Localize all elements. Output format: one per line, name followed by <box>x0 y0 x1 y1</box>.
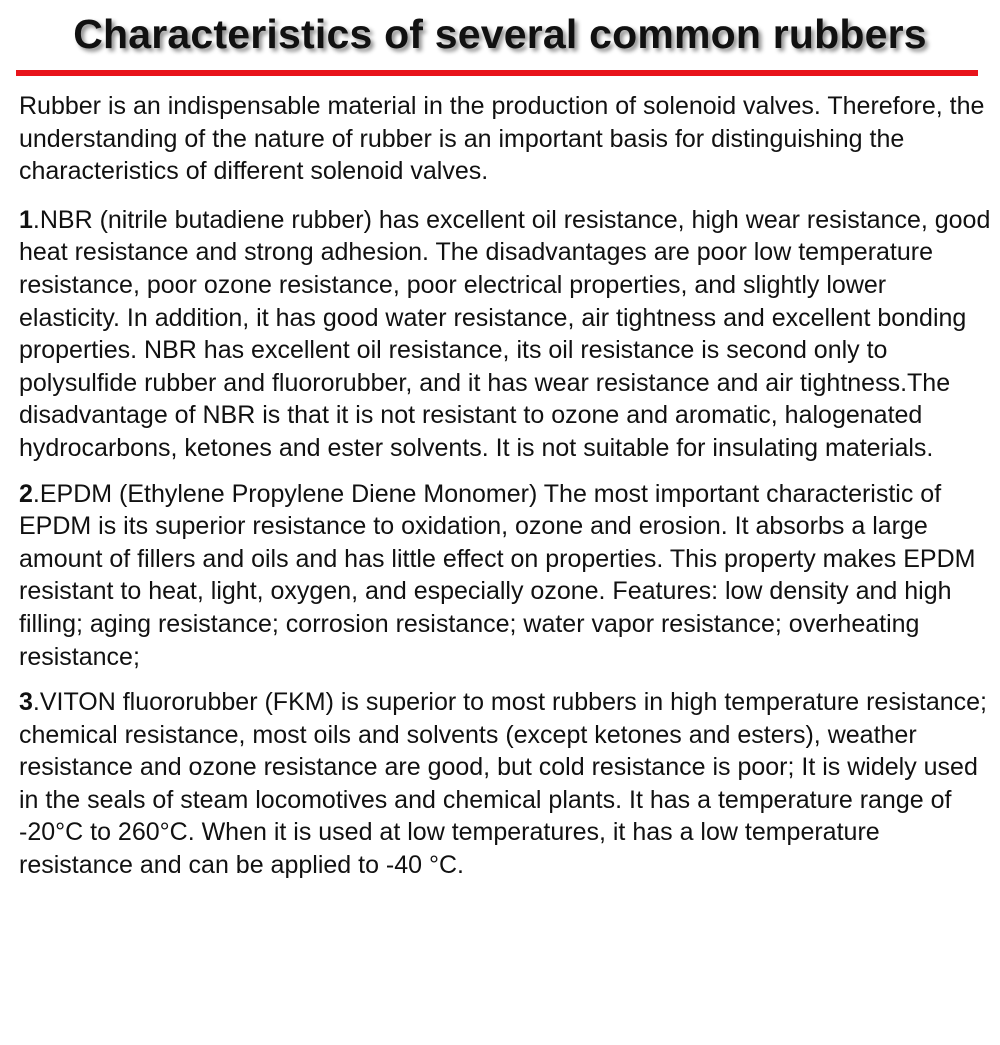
section-number: 3 <box>19 688 33 717</box>
section-epdm-paragraph <box>19 478 991 674</box>
title-underline-divider <box>16 70 978 76</box>
section-number: 2 <box>19 479 33 508</box>
section-text: .EPDM (Ethylene Propylene Diene Monomer) The most important characteristic of EPDM is its superior resistance to oxidation, ozone and erosion. It absorbs a large amount of fillers and oils and has little effect on properties. This property makes EPDM resistant to heat, light, oxygen, and especially ozone. Features: low density and high filling; aging resistance; corrosion resistance; water vapor resistance; overheating resistance; <box>19 479 976 671</box>
section-number: 1 <box>19 205 33 234</box>
section-text: .VITON fluororubber (FKM) is superior to most rubbers in high temperature resistance; chemical resistance, most oils and solvents (except ketones and esters), weather resistance and ozone resistance are good, but cold resistance is poor; It is widely used in the seals of steam locomotives and chemical plants. It has a temperature range of -20°C to 260°C. When it is used at low temperatures, it has a low temperature resistance and can be applied to -40 °C. <box>19 688 987 880</box>
section-viton-paragraph <box>19 686 991 882</box>
section-text: .NBR (nitrile butadiene rubber) has excellent oil resistance, high wear resistance, good heat resistance and strong adhesion. The disadvantages are poor low temperature resistance, poor ozone resistance, poor electrical properties, and slightly lower elasticity. In addition, it has good water resistance, air tightness and excellent bonding properties. NBR has excellent oil resistance, its oil resistance is second only to polysulfide rubber and fluororubber, and it has wear resistance and air tightness.The disadvantage of NBR is that it is not resistant to ozone and aromatic, halogenated hydrocarbons, ketones and ester solvents. It is not suitable for insulating materials. <box>19 205 991 462</box>
section-nbr-paragraph <box>19 204 991 465</box>
page-title: Characteristics of several common rubbers <box>73 11 927 57</box>
document-body <box>19 90 991 882</box>
intro-paragraph: Rubber is an indispensable material in the production of solenoid valves. Therefore, the understanding of the nature of rubber is an important basis for distinguishing the characteristics of different solenoid valves. <box>19 92 985 186</box>
